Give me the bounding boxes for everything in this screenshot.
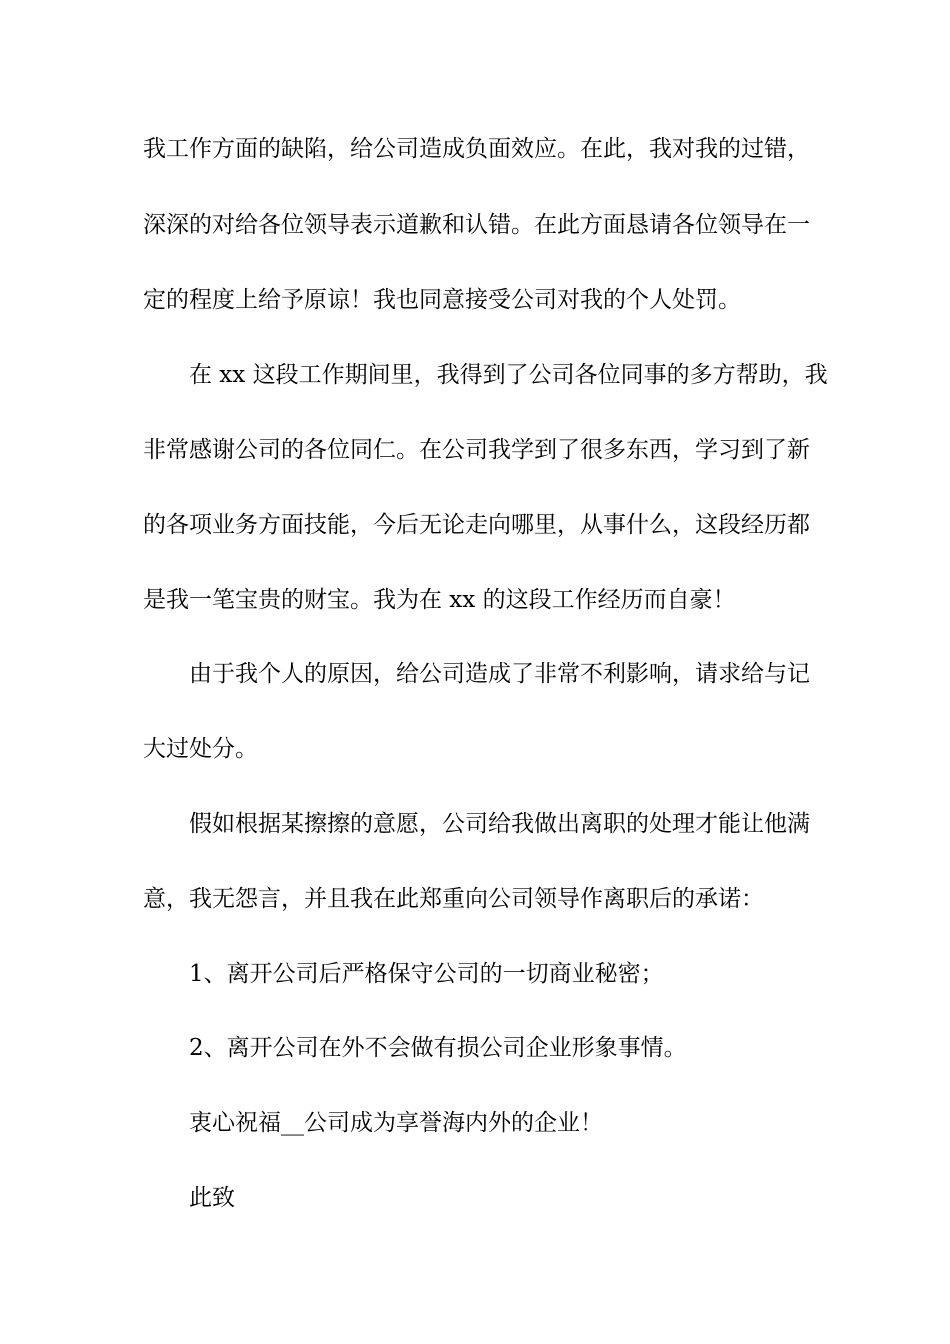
- body-text-line: 定的程度上给予原谅！我也同意接受公司对我的个人处罚。: [143, 287, 741, 313]
- commitment-item-1: 1、离开公司后严格保守公司的一切商业秘密；: [189, 961, 664, 987]
- body-text-line: 的各项业务方面技能，今后无论走向哪里，从事什么，这段经历都: [143, 512, 810, 538]
- body-text-line: 深深的对给各位领导表示道歉和认错。在此方面恳请各位领导在一: [143, 212, 810, 238]
- paragraph-first-line: 假如根据某擦擦的意愿，公司给我做出离职的处理才能让他满: [189, 811, 810, 837]
- body-text-line: 是我一笔宝贵的财宝。我为在 xx 的这段工作经历而自豪！: [143, 587, 736, 613]
- closing-salutation: 此致: [189, 1185, 235, 1211]
- paragraph-first-line: 由于我个人的原因，给公司造成了非常不利影响，请求给与记: [189, 661, 810, 687]
- paragraph-first-line: 在 xx 这段工作期间里，我得到了公司各位同事的多方帮助，我: [189, 362, 828, 388]
- closing-blessing: 衷心祝福__公司成为享誉海内外的企业！: [189, 1110, 603, 1136]
- body-text-line: 非常感谢公司的各位同仁。在公司我学到了很多东西，学习到了新: [143, 437, 810, 463]
- body-text-line: 大过处分。: [143, 736, 258, 762]
- body-text-line: 我工作方面的缺陷，给公司造成负面效应。在此，我对我的过错，: [143, 136, 810, 162]
- body-text-line: 意，我无怨言，并且我在此郑重向公司领导作离职后的承诺：: [143, 886, 764, 912]
- commitment-item-2: 2、离开公司在外不会做有损公司企业形象事情。: [189, 1035, 687, 1061]
